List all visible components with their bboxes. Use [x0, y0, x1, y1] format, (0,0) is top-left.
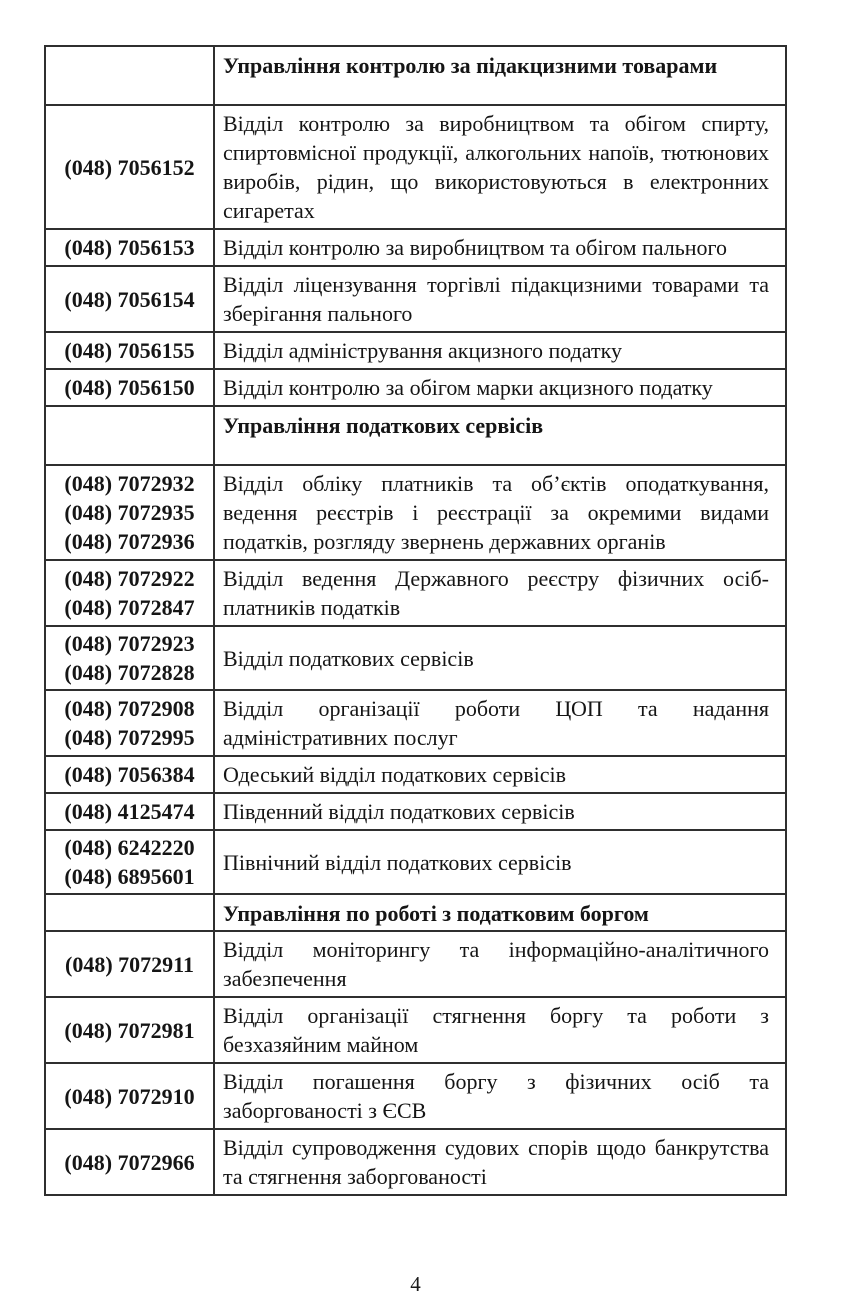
- department-name: Відділ ліцензування торгівлі підакцизними товарами та зберігання пального: [214, 266, 786, 332]
- phone-numbers-cell: [45, 560, 214, 626]
- phone-numbers-cell: [45, 690, 214, 756]
- table-row: [45, 793, 786, 830]
- department-name: Відділ супроводження судових спорів щодо банкрутства та стягнення заборгованості: [214, 1129, 786, 1195]
- page-number: 4: [410, 1272, 421, 1296]
- phone-numbers-cell: [45, 626, 214, 690]
- department-name: Відділ податкових сервісів: [214, 626, 786, 690]
- phone-number: (048) 7056152: [64, 154, 195, 180]
- phone-numbers-cell: [45, 756, 214, 793]
- phone-directory-table: [44, 45, 787, 1196]
- section-header-row: [45, 894, 786, 931]
- department-name: Південний відділ податкових сервісів: [214, 793, 786, 830]
- table-row: [45, 756, 786, 793]
- phone-number: (048) 7072981: [64, 1017, 195, 1043]
- section-header: Управління контролю за підакцизними товарами: [214, 46, 786, 105]
- phone-numbers-cell: [45, 793, 214, 830]
- table-row: [45, 105, 786, 229]
- phone-number: (048) 7056384: [64, 762, 195, 787]
- phone-number: (048) 4125474: [64, 799, 195, 824]
- table-row: [45, 690, 786, 756]
- phone-numbers-cell: [45, 830, 214, 894]
- empty-phone-cell: [45, 894, 214, 931]
- empty-phone-cell: [45, 406, 214, 465]
- phone-number: (048) 7072935: [64, 500, 195, 525]
- table-row: [45, 997, 786, 1063]
- phone-number: (048) 7056154: [64, 286, 195, 312]
- department-name: Відділ адміністрування акцизного податку: [214, 332, 786, 369]
- phone-number: (048) 6895601: [64, 864, 195, 889]
- phone-number: (048) 7072847: [64, 595, 195, 620]
- table-row: [45, 931, 786, 997]
- directory-table-body: [45, 46, 786, 1195]
- section-header: Управління по роботі з податковим боргом: [214, 894, 786, 931]
- phone-number: (048) 7072932: [64, 471, 195, 496]
- department-name: Відділ моніторингу та інформаційно-аналітичного забезпечення: [214, 931, 786, 997]
- table-row: [45, 560, 786, 626]
- scanned-document-page: [0, 45, 849, 1296]
- phone-numbers-cell: [45, 229, 214, 266]
- phone-number: (048) 7056153: [64, 235, 195, 260]
- phone-numbers-cell: [45, 997, 214, 1063]
- phone-number: (048) 6242220: [64, 835, 195, 860]
- phone-number: (048) 7056150: [64, 375, 195, 400]
- phone-numbers-cell: [45, 369, 214, 406]
- table-row: [45, 266, 786, 332]
- department-name: Одеський відділ податкових сервісів: [214, 756, 786, 793]
- department-name: Відділ ведення Державного реєстру фізичних осіб-платників податків: [214, 560, 786, 626]
- department-name: Відділ обліку платників та об’єктів оподаткування, ведення реєстрів і реєстрації за окремими видами податків, розгляду звернень державних органів: [214, 465, 786, 560]
- department-name: Відділ контролю за виробництвом та обігом спирту, спиртовмісної продукції, алкогольних напоїв, тютюнових виробів, рідин, що використовуються в електронних сигаретах: [214, 105, 786, 229]
- phone-numbers-cell: [45, 332, 214, 369]
- table-row: [45, 1063, 786, 1129]
- phone-number: (048) 7072911: [65, 951, 194, 977]
- phone-numbers-cell: [45, 465, 214, 560]
- table-row: [45, 1129, 786, 1195]
- phone-numbers-cell: [45, 1129, 214, 1195]
- department-name: Відділ організації стягнення боргу та роботи з безхазяйним майном: [214, 997, 786, 1063]
- phone-number: (048) 7072908: [64, 696, 195, 721]
- phone-number: (048) 7072923: [64, 631, 195, 656]
- department-name: Північний відділ податкових сервісів: [214, 830, 786, 894]
- section-header-row: [45, 406, 786, 465]
- empty-phone-cell: [45, 46, 214, 105]
- phone-number: (048) 7072828: [64, 660, 195, 685]
- department-name: Відділ контролю за виробництвом та обігом пального: [214, 229, 786, 266]
- table-row: [45, 369, 786, 406]
- phone-numbers-cell: [45, 105, 214, 229]
- phone-numbers-cell: [45, 931, 214, 997]
- phone-number: (048) 7072966: [64, 1149, 195, 1175]
- section-header: Управління податкових сервісів: [214, 406, 786, 465]
- phone-number: (048) 7072910: [64, 1083, 195, 1109]
- phone-number: (048) 7072995: [64, 725, 195, 750]
- phone-numbers-cell: [45, 266, 214, 332]
- table-row: [45, 332, 786, 369]
- table-row: [45, 465, 786, 560]
- table-row: [45, 229, 786, 266]
- department-name: Відділ організації роботи ЦОП та надання адміністративних послуг: [214, 690, 786, 756]
- department-name: Відділ погашення боргу з фізичних осіб та заборгованості з ЄСВ: [214, 1063, 786, 1129]
- section-header-row: [45, 46, 786, 105]
- table-row: [45, 830, 786, 894]
- table-row: [45, 626, 786, 690]
- phone-number: (048) 7056155: [64, 338, 195, 363]
- phone-number: (048) 7072936: [64, 529, 195, 554]
- phone-number: (048) 7072922: [64, 566, 195, 591]
- department-name: Відділ контролю за обігом марки акцизного податку: [214, 369, 786, 406]
- phone-numbers-cell: [45, 1063, 214, 1129]
